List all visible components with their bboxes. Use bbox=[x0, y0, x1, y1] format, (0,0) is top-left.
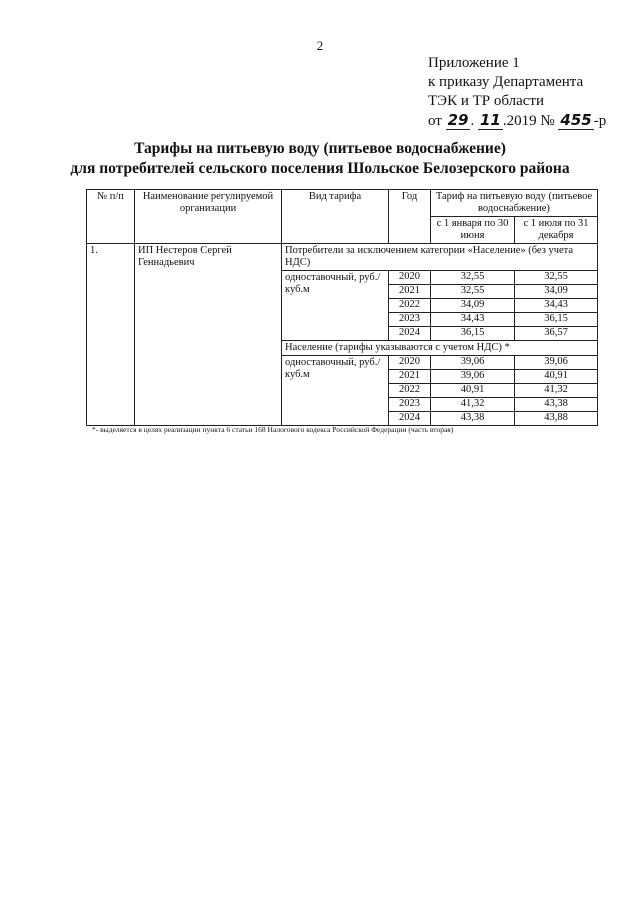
value-h2: 41,32 bbox=[515, 384, 598, 398]
year-cell: 2024 bbox=[389, 412, 431, 426]
date-month: 11 bbox=[479, 111, 501, 129]
page-number: 2 bbox=[316, 38, 324, 53]
value-h2: 39,06 bbox=[515, 356, 598, 370]
organization-name: ИП Нестеров Сергей Геннадьевич bbox=[135, 244, 282, 426]
table-row bbox=[87, 244, 598, 271]
appendix-date-line: от 29 . 11 .2019 № 455 -р bbox=[428, 111, 607, 129]
appendix-block bbox=[428, 54, 606, 131]
value-h2: 36,57 bbox=[515, 327, 598, 341]
appendix-line-3: ТЭК и ТР области bbox=[428, 93, 544, 109]
document-title bbox=[0, 139, 640, 179]
value-h2: 36,15 bbox=[515, 313, 598, 327]
order-number: 455 bbox=[560, 111, 592, 129]
appendix-line-2: к приказу Департамента bbox=[428, 74, 584, 90]
year-cell: 2023 bbox=[389, 398, 431, 412]
date-year: .2019 № bbox=[502, 113, 555, 129]
year-cell: 2022 bbox=[389, 384, 431, 398]
value-h1: 34,43 bbox=[431, 313, 515, 327]
year-cell: 2021 bbox=[389, 370, 431, 384]
value-h1: 34,09 bbox=[431, 299, 515, 313]
tariff-type-1: одноставочный, руб./куб.м bbox=[282, 271, 389, 341]
year-cell: 2020 bbox=[389, 356, 431, 370]
value-h2: 43,88 bbox=[515, 412, 598, 426]
appendix-line-1: Приложение 1 bbox=[428, 55, 520, 71]
date-prefix: от bbox=[428, 113, 442, 129]
year-cell: 2023 bbox=[389, 313, 431, 327]
value-h2: 32,55 bbox=[515, 271, 598, 285]
header-year: Год bbox=[389, 190, 431, 244]
value-h1: 41,32 bbox=[431, 398, 515, 412]
value-h1: 39,06 bbox=[431, 370, 515, 384]
year-cell: 2021 bbox=[389, 285, 431, 299]
value-h2: 43,38 bbox=[515, 398, 598, 412]
value-h2: 34,43 bbox=[515, 299, 598, 313]
row-number: 1. bbox=[87, 244, 135, 426]
tariff-table bbox=[86, 189, 598, 426]
year-cell: 2020 bbox=[389, 271, 431, 285]
year-cell: 2022 bbox=[389, 299, 431, 313]
header-org: Наименование регулируемой организации bbox=[135, 190, 282, 244]
header-type: Вид тарифа bbox=[282, 190, 389, 244]
table-header-row bbox=[87, 190, 598, 217]
value-h2: 40,91 bbox=[515, 370, 598, 384]
order-suffix: -р bbox=[593, 113, 607, 129]
value-h1: 32,55 bbox=[431, 271, 515, 285]
footnote: *- выделяется в целях реализации пункта 6 статьи 168 Налогового кодекса Российской Федерации (часть вторая) bbox=[92, 425, 454, 434]
value-h1: 43,38 bbox=[431, 412, 515, 426]
year-cell: 2024 bbox=[389, 327, 431, 341]
category-1: Потребители за исключением категории «Население» (без учета НДС) bbox=[282, 244, 598, 271]
title-line-2: для потребителей сельского поселения Шольское Белозерского района bbox=[70, 160, 570, 177]
header-num: № п/п bbox=[87, 190, 135, 244]
value-h2: 34,09 bbox=[515, 285, 598, 299]
value-h1: 39,06 bbox=[431, 356, 515, 370]
value-h1: 32,55 bbox=[431, 285, 515, 299]
header-period-2: с 1 июля по 31 декабря bbox=[515, 217, 598, 244]
title-line-1: Тарифы на питьевую воду (питьевое водоснабжение) bbox=[134, 140, 506, 157]
value-h1: 36,15 bbox=[431, 327, 515, 341]
value-h1: 40,91 bbox=[431, 384, 515, 398]
tariff-type-2: одноставочный, руб./куб.м bbox=[282, 356, 389, 426]
header-period-1: с 1 января по 30 июня bbox=[431, 217, 515, 244]
category-2: Население (тарифы указываются с учетом НДС) * bbox=[282, 341, 598, 356]
header-tariff: Тариф на питьевую воду (питьевое водоснабжение) bbox=[431, 190, 598, 217]
date-day: 29 bbox=[447, 111, 469, 129]
